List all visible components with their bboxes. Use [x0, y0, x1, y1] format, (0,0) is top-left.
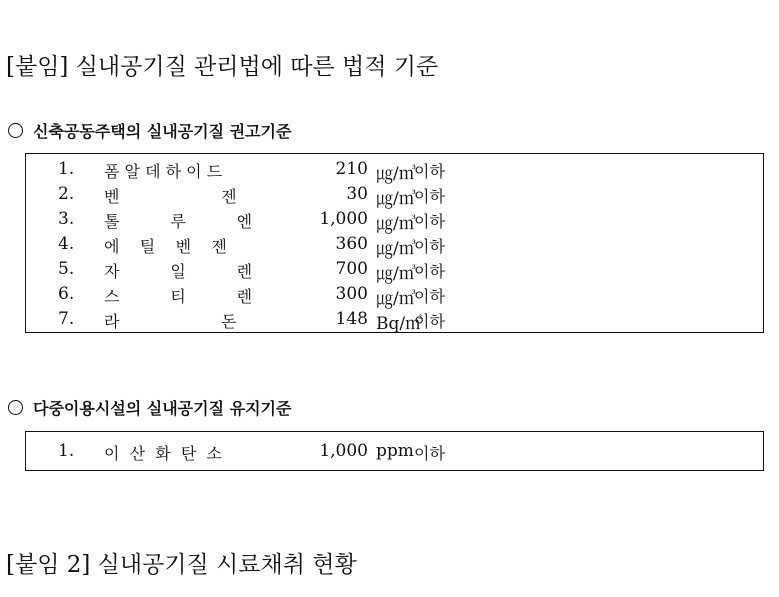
table-row [26, 439, 763, 464]
section-2-heading [8, 396, 291, 419]
limit-qualifier: 이하 [414, 444, 445, 463]
pollutant-name: 폼 알 데 하 이 드 [104, 162, 223, 181]
limit-qualifier: 이하 [414, 312, 445, 331]
section-1-heading [8, 119, 291, 142]
unit: ㎍/㎥ [376, 189, 416, 209]
pollutant-name: 자 일 렌 [104, 262, 253, 281]
attachment-2-title: [붙임 2] 실내공기질 시료채취 현황 [6, 552, 357, 578]
section-2-heading-text: 다중이용시설의 실내공기질 유지기준 [33, 399, 292, 418]
unit: ㎍/㎥ [376, 239, 416, 259]
row-number: 7. [58, 309, 75, 329]
table-row [26, 157, 763, 182]
table-row [26, 282, 763, 307]
pollutant-name: 벤 젠 [104, 187, 237, 206]
table-row [26, 182, 763, 207]
circle-bullet-icon [8, 123, 23, 138]
unit: ㎍/㎥ [376, 164, 416, 184]
table-row [26, 257, 763, 282]
limit-value: 700 [335, 259, 368, 279]
limit-qualifier: 이하 [414, 262, 445, 281]
limit-qualifier: 이하 [414, 287, 445, 306]
limit-value: 1,000 [319, 441, 368, 461]
row-number: 6. [58, 284, 75, 304]
section-1-heading-text: 신축공동주택의 실내공기질 권고기준 [33, 122, 292, 141]
limit-value: 360 [335, 234, 368, 254]
row-number: 5. [58, 259, 75, 279]
limit-qualifier: 이하 [414, 187, 445, 206]
new-apartment-standards-table [25, 153, 764, 333]
row-number: 1. [58, 159, 75, 179]
unit: ㎍/㎥ [376, 214, 416, 234]
unit: Bq/㎥ [376, 314, 423, 334]
limit-qualifier: 이하 [414, 212, 445, 231]
pollutant-name: 에 틸 벤 젠 [104, 237, 227, 256]
limit-qualifier: 이하 [414, 237, 445, 256]
limit-value: 30 [346, 184, 368, 204]
pollutant-name: 톨 루 엔 [104, 212, 253, 231]
row-number: 1. [58, 441, 75, 461]
row-number: 2. [58, 184, 75, 204]
limit-qualifier: 이하 [414, 162, 445, 181]
unit: ㎍/㎥ [376, 289, 416, 309]
row-number: 4. [58, 234, 75, 254]
row-number: 3. [58, 209, 75, 229]
table-row [26, 207, 763, 232]
public-facility-standards-table [25, 431, 764, 471]
limit-value: 210 [335, 159, 368, 179]
attachment-1-title: [붙임] 실내공기질 관리법에 따른 법적 기준 [6, 54, 439, 80]
pollutant-name: 라 돈 [104, 312, 237, 331]
unit: ㎍/㎥ [376, 264, 416, 284]
table-row [26, 307, 763, 332]
table-row [26, 232, 763, 257]
circle-bullet-icon [8, 400, 23, 415]
limit-value: 148 [335, 309, 368, 329]
pollutant-name: 이 산 화 탄 소 [104, 444, 222, 463]
limit-value: 300 [335, 284, 368, 304]
pollutant-name: 스 티 렌 [104, 287, 253, 306]
limit-value: 1,000 [319, 209, 368, 229]
unit: ppm [376, 441, 414, 461]
